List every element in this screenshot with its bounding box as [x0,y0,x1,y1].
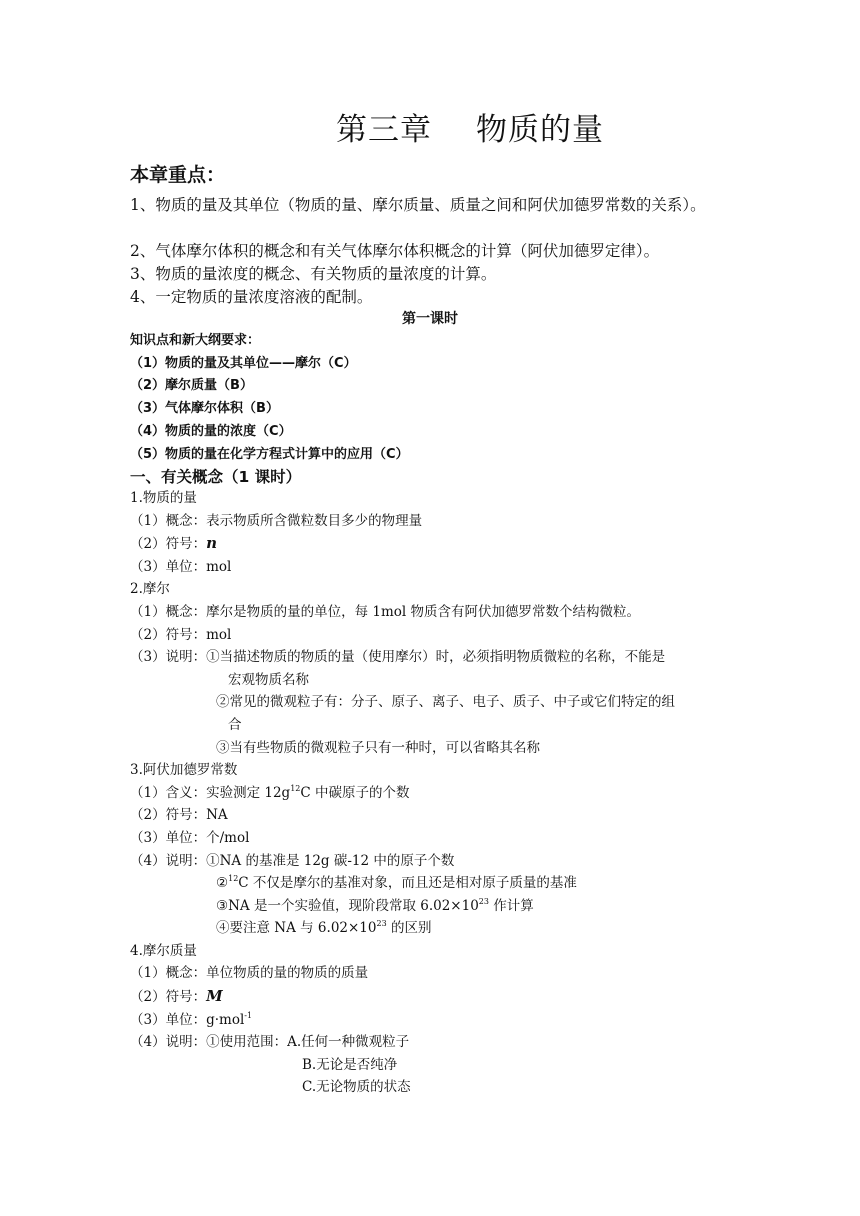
lesson-title: 第一课时 [402,311,458,327]
key-point-4: 4、一定物质的量浓度溶液的配制。 [130,288,373,306]
concept-line: （1）概念：单位物质的量的物质的质量 [130,965,369,982]
note-line: ④要注意 NA 与 $6.02\times 10^{23}$ 的区别 [216,919,432,937]
outline-item: （5）物质的量在化学方程式计算中的应用（C） [130,446,409,462]
outline-item: （1）物质的量及其单位——摩尔（C） [130,355,357,371]
subsection-heading: 1.物质的量 [130,490,197,506]
outline-item: （3）气体摩尔体积（B） [130,401,279,417]
chapter-number: 第三章 [336,112,432,148]
outline-heading: 知识点和新大纲要求： [130,333,261,348]
unit-line: （3）单位：g·mol$^{-1}$ [130,1010,253,1028]
note-line: ③NA 是一个实验值，现阶段常取 $6.02\times 10^{23}$ 作计算 [216,896,534,914]
content-body [130,487,740,1099]
unit-line: （3）单位：mol [130,558,232,575]
note-line: C.无论物质的状态 [302,1079,411,1096]
note-line: B.无论是否纯净 [302,1056,398,1073]
note-line: （3）说明：①当描述物质的物质的量（使用摩尔）时，必须指明物质微粒的名称，不能是 [130,649,666,666]
outline-block [130,330,409,466]
note-line: ②常见的微观粒子有：分子、原子、离子、电子、质子、中子或它们特定的组 [216,694,675,711]
concept-line: （1）概念：摩尔是物质的量的单位，每 1mol 物质含有阿伏加德罗常数个结构微粒。 [130,603,641,620]
outline-item: （4）物质的量的浓度（C） [130,423,292,439]
note-line: （4）说明：①NA 的基准是 12g 碳-12 中的原子个数 [130,852,455,869]
subsection-heading: 2.摩尔 [130,581,170,598]
meaning-line: （1）含义：实验测定 $12g^{12}C$ 中碳原子的个数 [130,783,410,801]
symbol-n: n [206,534,217,553]
key-point-3: 3、物质的量浓度的概念、有关物质的量浓度的计算。 [130,265,497,283]
concept-line: （1）概念：表示物质所含微粒数目多少的物理量 [130,512,423,529]
key-point-1: 1、物质的量及其单位（物质的量、摩尔质量、质量之间和阿伏加德罗常数的关系）。 [130,196,706,214]
note-line: （4）说明：①使用范围：A.任何一种微观粒子 [130,1034,410,1051]
unit-line: （3）单位：个/mol [130,829,250,846]
subsection-heading: 3.阿伏加德罗常数 [130,762,238,779]
symbol-M: M [206,987,223,1006]
chapter-name: 物质的量 [476,112,604,148]
symbol-line: （2）符号：n [130,534,217,553]
subsection-heading: 4.摩尔质量 [130,942,197,959]
symbol-line: （2）符号：M [130,987,223,1006]
section-heading: 一、有关概念（1 课时） [130,468,302,486]
symbol-line: （2）符号：mol [130,626,232,643]
note-line-cont: 宏观物质名称 [228,671,309,688]
chapter-title [0,104,860,149]
outline-item: （2）摩尔质量（B） [130,378,253,394]
note-line: ②$^{12}$C 不仅是摩尔的基准对象，而且还是相对原子质量的基准 [216,874,577,892]
key-points-heading: 本章重点： [130,164,226,186]
key-point-2: 2、气体摩尔体积的概念和有关气体摩尔体积概念的计算（阿伏加德罗定律）。 [130,242,660,260]
note-line: ③当有些物质的微观粒子只有一种时，可以省略其名称 [216,739,540,756]
note-line-cont: 合 [228,716,242,733]
symbol-line: （2）符号：NA [130,807,228,824]
